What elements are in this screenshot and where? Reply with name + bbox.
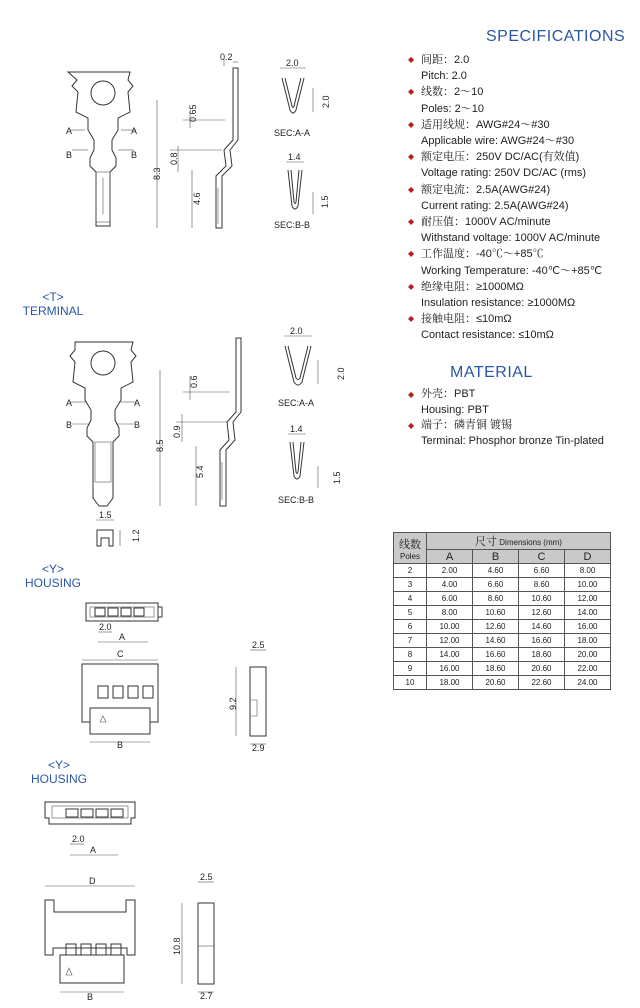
section-bb-label: SEC:B-B: [274, 220, 311, 230]
poles-cell: 10: [394, 676, 427, 690]
dimension-cell: 24.00: [565, 676, 611, 690]
spec-line-english: Terminal: Phosphor bronze Tin-plated: [421, 434, 604, 447]
dimension-09: 0.9: [172, 425, 182, 438]
section-aa-2: [278, 326, 346, 408]
dimension-54: 5.4: [195, 465, 205, 478]
table-row: [394, 620, 611, 634]
spec-line-chinese: ◆ 额定电压：250V DC/AC(有效值): [408, 149, 636, 165]
dimension-cell: 22.00: [565, 662, 611, 676]
spec-line-english: Insulation resistance: ≥1000MΩ: [421, 297, 576, 310]
dimension-section-width: 1.4: [288, 152, 301, 162]
dimension-cell: 18.00: [427, 676, 473, 690]
dimension-side-b: 2.7: [200, 991, 213, 1001]
poles-header-cn: 线数: [399, 538, 421, 551]
dimension-tip-width: 1.5: [99, 510, 112, 520]
dimension-cell: 4.00: [427, 578, 473, 592]
dimension-b: B: [117, 740, 124, 750]
dimension-cell: 14.00: [565, 606, 611, 620]
dimensions-header: [427, 533, 611, 550]
table-row: [394, 606, 611, 620]
dimension-section-width: 1.4: [290, 424, 303, 434]
spec-line-english: Voltage rating: 250V DC/AC (rms): [421, 167, 587, 180]
poles-cell: 9: [394, 662, 427, 676]
dimension-cell: 8.60: [519, 578, 565, 592]
spec-line-english: Withstand voltage: 1000V AC/minute: [421, 232, 601, 245]
table-row: [394, 592, 611, 606]
dimension-85: 8.5: [155, 439, 165, 452]
dimension-side-height: 10.8: [172, 937, 182, 955]
dimension-83: 8.3: [152, 167, 162, 180]
dimension-065: 0.65: [188, 104, 198, 122]
dimension-cell: 20.60: [519, 662, 565, 676]
table-row: [394, 564, 611, 578]
table-body: [394, 564, 611, 690]
dimension-section-height: 2.0: [336, 367, 346, 380]
spec-line-english: Housing: PBT: [421, 403, 489, 416]
dimension-cell: 18.60: [519, 648, 565, 662]
poles-header-en: Poles: [399, 551, 420, 561]
dimension-section-height: 1.5: [320, 195, 330, 208]
dimension-cell: 10.00: [565, 578, 611, 592]
section-mark-a: A: [131, 126, 138, 136]
dimension-cell: 12.00: [565, 592, 611, 606]
section-bb-2: [278, 424, 342, 505]
section-mark-b: B: [134, 420, 141, 430]
section-aa-label: SEC:A-A: [278, 398, 315, 408]
column-header: D: [565, 550, 611, 564]
dimension-cell: 10.60: [519, 592, 565, 606]
section-mark-a: A: [66, 126, 73, 136]
housing-2-name: HOUSING: [30, 772, 87, 786]
poles-cell: 3: [394, 578, 427, 592]
housing-1-section-label: [8, 562, 98, 590]
housing-1-top-view: [86, 603, 162, 642]
section-aa-label: SEC:A-A: [274, 128, 311, 138]
column-header-row: [394, 550, 611, 564]
section-mark-a: A: [134, 398, 141, 408]
poles-cell: 6: [394, 620, 427, 634]
dimension-cell: 8.60: [473, 592, 519, 606]
dimension-cell: 10.60: [473, 606, 519, 620]
terminal-front-view-1: [66, 72, 137, 226]
dimension-cell: 16.60: [519, 634, 565, 648]
dimension-cell: 14.60: [519, 620, 565, 634]
dimension-cell: 8.00: [565, 564, 611, 578]
specifications-heading: SPECIFICATIONS: [486, 28, 626, 45]
dimension-pitch: 2.0: [99, 622, 112, 632]
section-bb-1: [274, 152, 330, 230]
spec-line-english: Contact resistance: ≤10mΩ: [421, 329, 554, 342]
housing-1-front-view: [82, 649, 158, 750]
terminal-name: TERMINAL: [22, 304, 84, 318]
dimension-pitch: 2.0: [72, 834, 85, 844]
dimension-side-height: 9.2: [228, 697, 238, 710]
dimension-cell: 18.60: [473, 662, 519, 676]
dimension-06: 0.6: [189, 375, 199, 388]
spec-line-chinese: ◆ 工作温度：-40℃～+85℃: [408, 246, 636, 262]
dimension-section-width: 2.0: [290, 326, 303, 336]
dimension-side-b: 2.9: [252, 743, 265, 753]
dimension-cell: 12.00: [427, 634, 473, 648]
dimension-side-width: 2.5: [200, 872, 213, 882]
dimension-thickness: 0.2: [220, 52, 233, 62]
housing-1-side-view: [228, 640, 266, 753]
dimension-46: 4.6: [192, 192, 202, 205]
dimension-section-height: 2.0: [321, 95, 331, 108]
dimension-cell: 10.00: [427, 620, 473, 634]
section-mark-b: B: [131, 150, 138, 160]
dimension-section-width: 2.0: [286, 58, 299, 68]
poles-cell: 8: [394, 648, 427, 662]
table-row: [394, 578, 611, 592]
housing-2-front-view: [45, 876, 135, 1002]
dimension-b: B: [87, 992, 94, 1002]
column-header: A: [427, 550, 473, 564]
dimension-cell: 6.00: [427, 592, 473, 606]
dimension-cell: 14.60: [473, 634, 519, 648]
spec-line-english: Applicable wire: AWG#24～#30: [421, 135, 575, 148]
table-row: [394, 648, 611, 662]
spec-line-chinese: ◆ 端子：磷青铜 镀锡: [408, 418, 636, 434]
dimension-side-width: 2.5: [252, 640, 265, 650]
dimension-section-height: 1.5: [332, 471, 342, 484]
table-row: [394, 676, 611, 690]
spec-line-english: Current rating: 2.5A(AWG#24): [421, 199, 569, 212]
spec-line-chinese: ◆ 间距：2.0: [408, 52, 636, 68]
dimensions-header-en: Dimensions (mm): [499, 538, 562, 547]
dimension-cell: 8.00: [427, 606, 473, 620]
dimension-cell: 6.60: [473, 578, 519, 592]
dimension-cell: 16.00: [427, 662, 473, 676]
specifications-list: [408, 52, 636, 344]
terminal-tip-detail: [96, 510, 141, 546]
spec-line-english: Pitch: 2.0: [421, 70, 467, 83]
dimension-cell: 6.60: [519, 564, 565, 578]
table-row: [394, 662, 611, 676]
spec-line-english: Working Temperature: -40℃～+85℃: [421, 264, 603, 277]
housing-2-tag: <Y>: [47, 758, 71, 772]
dimension-a: A: [90, 845, 97, 855]
housing-2-side-view: [172, 872, 214, 1001]
dimension-cell: 20.00: [565, 648, 611, 662]
spec-line-chinese: ◆ 绝缘电阻：≥1000MΩ: [408, 279, 636, 295]
spec-line-chinese: ◆ 额定电流：2.5A(AWG#24): [408, 182, 636, 198]
dimension-cell: 2.00: [427, 564, 473, 578]
terminal-side-view-1: [152, 52, 238, 228]
section-mark-b: B: [66, 150, 73, 160]
poles-cell: 7: [394, 634, 427, 648]
spec-line-chinese: ◆ 外壳：PBT: [408, 387, 636, 403]
table-row: [394, 634, 611, 648]
section-bb-label: SEC:B-B: [278, 495, 315, 505]
column-header: C: [519, 550, 565, 564]
dimension-cell: 16.00: [565, 620, 611, 634]
column-header: B: [473, 550, 519, 564]
housing-2-section-label: [14, 758, 104, 786]
housing-1-tag: <Y>: [41, 562, 65, 576]
poles-cell: 5: [394, 606, 427, 620]
section-aa-1: [274, 58, 331, 138]
dimension-cell: 12.60: [473, 620, 519, 634]
spec-line-chinese: ◆ 接触电阻：≤10mΩ: [408, 311, 636, 327]
dimension-d: D: [89, 876, 96, 886]
dimension-cell: 20.60: [473, 676, 519, 690]
dimensions-header-cn: 尺寸: [475, 536, 498, 548]
material-heading: MATERIAL: [450, 364, 533, 381]
poles-header: [394, 533, 427, 564]
dimension-tip-height: 1.2: [131, 529, 141, 542]
spec-line-chinese: ◆ 线数：2～10: [408, 84, 636, 100]
dimension-cell: 18.00: [565, 634, 611, 648]
dimension-cell: 22.60: [519, 676, 565, 690]
poles-cell: 4: [394, 592, 427, 606]
housing-1-name: HOUSING: [24, 576, 81, 590]
spec-line-chinese: ◆ 耐压值：1000V AC/minute: [408, 214, 636, 230]
material-list: [408, 387, 636, 449]
terminal-tag: <T>: [42, 290, 64, 304]
dimension-cell: 16.60: [473, 648, 519, 662]
dimension-cell: 14.00: [427, 648, 473, 662]
spec-line-english: Poles: 2～10: [421, 102, 484, 115]
housing-2-top-view: [45, 802, 135, 855]
dimension-c: C: [117, 649, 124, 659]
dimension-08: 0.8: [169, 152, 179, 165]
section-mark-b: B: [66, 420, 73, 430]
terminal-front-view-2: [66, 342, 140, 506]
section-mark-a: A: [66, 398, 73, 408]
dimension-a: A: [119, 632, 126, 642]
dimensions-table: [393, 532, 611, 690]
dimension-cell: 12.60: [519, 606, 565, 620]
terminal-section-label: [8, 290, 98, 318]
poles-cell: 2: [394, 564, 427, 578]
dimension-cell: 4.60: [473, 564, 519, 578]
terminal-side-view-2: [155, 338, 241, 506]
spec-line-chinese: ◆ 适用线规：AWG#24～#30: [408, 117, 636, 133]
